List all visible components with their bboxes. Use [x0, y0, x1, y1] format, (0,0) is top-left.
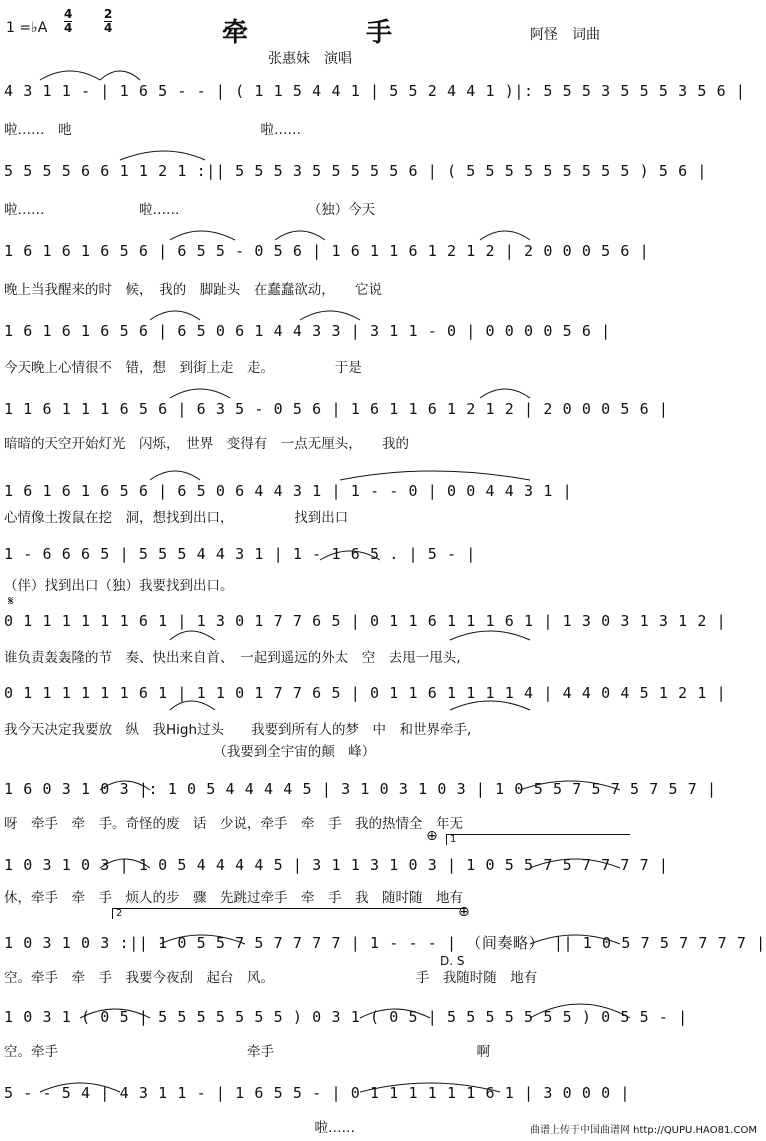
singer-credit: 张惠妹 演唱	[268, 51, 352, 67]
slur	[170, 631, 215, 640]
slur	[300, 311, 360, 320]
notation-line-11: 1 0 3 1 0 3 | 1 0 5 4 4 4 4 5 | 3 1 1 3 1 0 3 | 1 0 5 5 7 5 7 7 7 7 |	[4, 856, 669, 874]
slur	[275, 231, 325, 240]
slur	[150, 311, 200, 320]
notation-line-4: 1 6 1 6 1 6 5 6 | 6 5 0 6 1 4 4 3 3 | 3 1 1 - 0 | 0 0 0 0 5 6 |	[4, 322, 611, 340]
notation-line-3: 1 6 1 6 1 6 5 6 | 6 5 5 - 0 5 6 | 1 6 1 1 6 1 2 1 2 | 2 0 0 0 5 6 |	[4, 242, 650, 260]
slur	[450, 701, 530, 710]
notation-line-1: 4 3 1 1 - | 1 6 5 - - | ( 1 1 5 4 4 1 | 5 5 2 4 4 1 )|: 5 5 5 3 5 5 5 3 5 6 |	[4, 82, 746, 100]
lyric-line-3: 晚上当我醒来的时 候， 我的 脚趾头 在蠢蠢欲动， 它说	[4, 282, 382, 298]
lyric-line-2: 啦…… 啦…… （独）今天	[4, 202, 376, 218]
notation-line-2: 5 5 5 5 6 6 1 1 2 1 :|| 5 5 5 3 5 5 5 5 5 6 | ( 5 5 5 5 5 5 5 5 5 ) 5 6 |	[4, 162, 708, 180]
notation-line-9: 0 1 1 1 1 1 1 6 1 | 1 1 0 1 7 7 6 5 | 0 1 1 6 1 1 1 1 4 | 4 4 0 4 5 1 2 1 |	[4, 684, 727, 702]
time-sig-top: 4	[64, 7, 73, 21]
notation-line-13: 1 0 3 1 ( 0 5 | 5 5 5 5 5 5 5 ) 0 3 1 ( 0 5 | 5 5 5 5 5 5 5 ) 0 5 5 - |	[4, 1008, 688, 1026]
title-char-2: 手	[366, 18, 393, 48]
slur	[100, 71, 140, 80]
lyric-line-9-alt: （我要到全宇宙的颠 峰）	[4, 744, 376, 760]
notation-line-14: 5 - - 5 4 | 4 3 1 1 - | 1 6 5 5 - | 0 1 1 1 1 1 1 6 1 | 3 0 0 0 |	[4, 1084, 630, 1102]
slur	[150, 471, 200, 480]
lyric-line-1: 啦…… 吔 啦……	[4, 122, 301, 138]
notation-line-10: 1 6 0 3 1 0 3 |: 1 0 5 4 4 4 4 5 | 3 1 0 3 1 0 3 | 1 0 5 5 7 5 7 5 7 5 7 |	[4, 780, 717, 798]
slur	[170, 701, 215, 710]
lyric-line-5: 暗暗的天空开始灯光 闪烁， 世界 变得有 一点无厘头， 我的	[4, 436, 409, 452]
slur	[170, 231, 235, 240]
slur	[170, 389, 230, 398]
key-signature: 1 =♭A	[6, 20, 48, 36]
slur	[450, 631, 530, 640]
volta-1: 1	[446, 834, 630, 845]
notation-line-12: 1 0 3 1 0 3 :|| 1 0 5 5 7 5 7 7 7 7 | 1 - - - | （间奏略） || 1 0 5 7 5 7 7 7 7 |	[4, 934, 766, 952]
notation-line-6: 1 6 1 6 1 6 5 6 | 6 5 0 6 4 4 3 1 | 1 - - 0 | 0 0 4 4 3 1 |	[4, 482, 573, 500]
source-watermark: 曲谱上传于中国曲谱网 http://QUPU.HAO81.COM	[530, 1125, 757, 1136]
time-sig-bottom: 4	[104, 21, 113, 35]
lyric-line-12: 空。牵手 牵 手 我要今夜刮 起台 风。 手 我随时随 地有	[4, 970, 538, 986]
lyric-line-14: 啦……	[4, 1120, 355, 1136]
notation-line-5: 1 1 6 1 1 1 6 5 6 | 6 3 5 - 0 5 6 | 1 6 1 1 6 1 2 1 2 | 2 0 0 0 5 6 |	[4, 400, 669, 418]
slur	[120, 151, 205, 160]
lyric-line-6: 心情像土拨鼠在挖 洞，想找到出口， 找到出口	[4, 510, 349, 526]
lyric-line-4: 今天晚上心情很不 错，想 到街上走 走。 于是	[4, 360, 362, 376]
slur	[340, 471, 530, 480]
notation-line-7: 1 - 6 6 6 5 | 5 5 5 4 4 3 1 | 1 - 1 6 5 . | 5 - |	[4, 545, 476, 563]
coda-sign-2: ⊕	[458, 904, 470, 920]
slur	[40, 71, 100, 80]
ds-mark: D. S	[440, 954, 465, 968]
lyric-line-13: 空。牵手 牵手 啊	[4, 1044, 490, 1060]
slur	[480, 231, 530, 240]
coda-sign: ⊕	[426, 828, 438, 844]
time-sig-bottom: 4	[64, 21, 73, 35]
lyric-line-7: （伴）找到出口（独）我要找到出口。	[4, 578, 234, 594]
lyric-line-10: 呀 牵手 牵 手。奇怪的废 话 少说，牵手 牵 手 我的热情全 年无	[4, 816, 463, 832]
composer-credit: 阿怪 词曲	[530, 27, 600, 43]
title-char-1: 牵	[222, 18, 249, 48]
lyric-line-8: 谁负责轰轰隆的节 奏、快出来自首、 一起到遥远的外太 空 去甩一甩头,	[4, 650, 461, 666]
slur	[480, 389, 530, 398]
lyric-line-9: 我今天决定我要放 纵 我High过头 我要到所有人的梦 中 和世界牵手,	[4, 722, 472, 738]
volta-2: 2	[112, 908, 466, 919]
segno-sign: 𝄋	[8, 594, 14, 609]
lyric-line-11: 休，牵手 牵 手 烦人的步 骤 先跳过牵手 牵 手 我 随时随 地有	[4, 890, 463, 906]
time-sig-top: 2	[104, 7, 113, 21]
notation-line-8: 0 1 1 1 1 1 1 6 1 | 1 3 0 1 7 7 6 5 | 0 1 1 6 1 1 1 6 1 | 1 3 0 3 1 3 1 2 |	[4, 612, 727, 630]
